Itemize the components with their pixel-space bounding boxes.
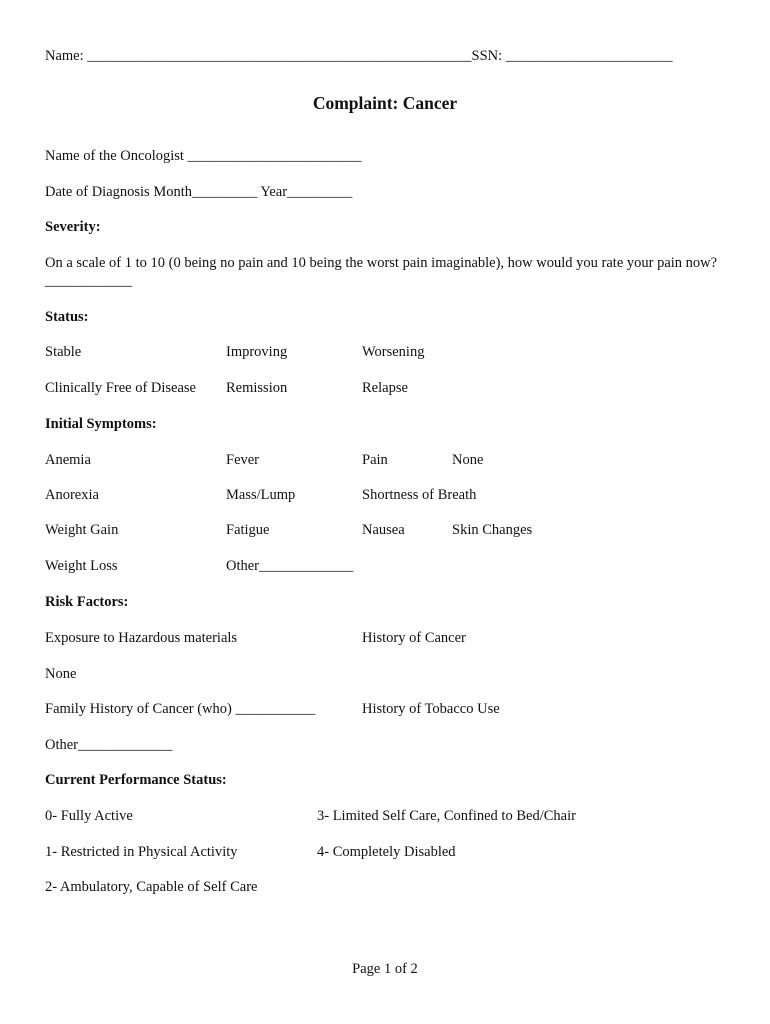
status-heading: Status: [45,309,89,325]
symptom-anemia[interactable]: Anemia [45,452,91,468]
risk-none[interactable]: None [45,666,77,682]
symptom-nausea[interactable]: Nausea [362,522,405,538]
symptom-weight-gain[interactable]: Weight Gain [45,522,119,538]
performance-1-restricted[interactable]: 1- Restricted in Physical Activity [45,844,238,860]
oncologist-field[interactable]: Name of the Oncologist ________________________ [45,148,362,164]
page-title: Complaint: Cancer [312,93,458,113]
risk-tobacco-use[interactable]: History of Tobacco Use [362,701,500,717]
status-option-clinically-free[interactable]: Clinically Free of Disease [45,380,196,396]
status-option-improving[interactable]: Improving [226,344,288,360]
status-option-stable[interactable]: Stable [45,344,82,360]
name-ssn-line[interactable]: Name: _____________________________________________________SSN: _______________________ [45,48,673,64]
symptom-pain[interactable]: Pain [362,452,388,468]
symptom-fatigue[interactable]: Fatigue [226,522,270,538]
severity-heading: Severity: [45,219,101,235]
page-number: Page 1 of 2 [352,961,418,977]
diagnosis-date-field[interactable]: Date of Diagnosis Month_________ Year_________ [45,184,353,200]
symptom-weight-loss[interactable]: Weight Loss [45,558,118,574]
performance-3-limited-self-care[interactable]: 3- Limited Self Care, Confined to Bed/Chair [317,808,576,824]
symptom-none[interactable]: None [452,452,484,468]
symptom-skin-changes[interactable]: Skin Changes [452,522,533,538]
risk-history-of-cancer[interactable]: History of Cancer [362,630,466,646]
symptom-anorexia[interactable]: Anorexia [45,487,99,503]
risk-other[interactable]: Other_____________ [45,737,173,753]
initial-symptoms-heading: Initial Symptoms: [45,416,157,432]
performance-4-completely-disabled[interactable]: 4- Completely Disabled [317,844,456,860]
symptom-other[interactable]: Other_____________ [226,558,354,574]
status-option-remission[interactable]: Remission [226,380,288,396]
risk-hazardous-materials[interactable]: Exposure to Hazardous materials [45,630,238,646]
symptom-shortness-of-breath[interactable]: Shortness of Breath [362,487,477,503]
performance-0-fully-active[interactable]: 0- Fully Active [45,808,133,824]
status-option-worsening[interactable]: Worsening [362,344,425,360]
risk-family-history[interactable]: Family History of Cancer (who) ___________ [45,701,316,717]
status-option-relapse[interactable]: Relapse [362,380,408,396]
symptom-mass-lump[interactable]: Mass/Lump [226,487,296,503]
risk-factors-heading: Risk Factors: [45,594,129,610]
performance-status-heading: Current Performance Status: [45,772,227,788]
performance-2-ambulatory[interactable]: 2- Ambulatory, Capable of Self Care [45,879,258,895]
symptom-fever[interactable]: Fever [226,452,260,468]
severity-question[interactable]: On a scale of 1 to 10 (0 being no pain and 10 being the worst pain imaginable), how would you rate your pain now? ____________ [45,255,718,289]
